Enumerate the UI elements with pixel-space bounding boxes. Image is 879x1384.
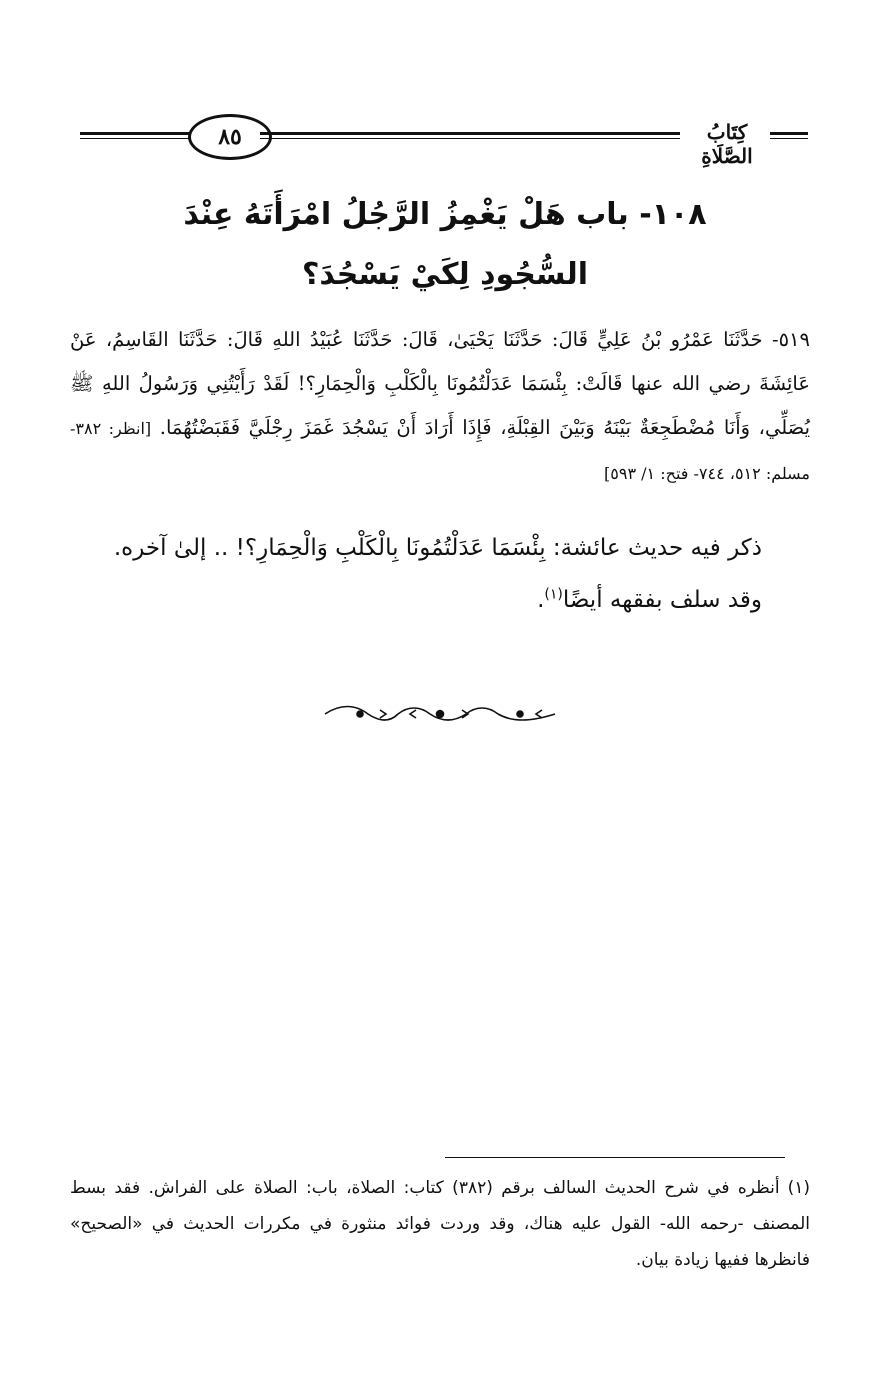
header-rule-right bbox=[770, 132, 808, 139]
running-title: كِتَابُ الصَّلَاةِ bbox=[701, 120, 753, 168]
section-ornament bbox=[320, 700, 560, 728]
chapter-heading bbox=[110, 185, 780, 305]
commentary-paragraph-1: ذكر فيه حديث عائشة: بِئْسَمَا عَدَلْتُمُونَا بِالْكَلْبِ وَالْحِمَارِ؟! .. إلىٰ آخره. bbox=[113, 535, 762, 561]
running-header bbox=[70, 112, 810, 168]
hadith-body: ٥١٩- حَدَّثَنَا عَمْرُو بْنُ عَلِيٍّ قَالَ: حَدَّثَنَا يَحْيَىٰ، قَالَ: حَدَّثَنَا عُبَيْدُ اللهِ قَالَ: حَدَّثَنَا القَاسِمُ، عَنْ عَائِشَةَ رضي الله عنها قَالَتْ: بِئْسَمَا عَدَلْتُمُونَا بِالْكَلْبِ وَالْحِمَارِ؟! لَقَدْ رَأَيْتُنِي وَرَسُولُ اللهِ ﷺ يُصَلِّي، وَأَنَا مُضْطَجِعَةٌ بَيْنَهُ وَبَيْنَ القِبْلَةِ، فَإِذَا أَرَادَ أَنْ يَسْجُدَ غَمَزَ رِجْلَيَّ فَقَبَضْتُهُمَا. bbox=[70, 328, 811, 439]
page-number-text: ٨٥ bbox=[218, 124, 242, 150]
footnote-divider bbox=[445, 1157, 785, 1158]
footnote-marker: (١) bbox=[544, 586, 563, 603]
chapter-heading-line-1: ١٠٨- باب هَلْ يَغْمِزُ الرَّجُلُ امْرَأَتَهُ عِنْدَ bbox=[183, 197, 707, 232]
footnote-text: أنظره في شرح الحديث السالف برقم (٣٨٢) كتاب: الصلاة، باب: الصلاة على الفراش. فقد بسط المصنف -رحمه الله- القول عليه هناك، وقد وردت فوائد منثورة في مكررات الحديث في «الصحيح» فانظرها ففيها زيادة بيان. bbox=[70, 1178, 810, 1270]
commentary-paragraph-2-end: . bbox=[537, 587, 545, 613]
commentary bbox=[70, 522, 810, 626]
footnote bbox=[70, 1170, 810, 1278]
chapter-heading-line-2: السُّجُودِ لِكَيْ يَسْجُدَ؟ bbox=[302, 257, 588, 292]
header-rule-middle bbox=[260, 132, 680, 139]
hadith-reference: [انظر: ٣٨٢- مسلم: ٥١٢، ٧٤٤- فتح: ١/ ٥٩٣] bbox=[70, 419, 810, 483]
commentary-paragraph-2 bbox=[70, 574, 810, 626]
header-rule-left bbox=[80, 132, 190, 139]
hadith-text bbox=[70, 318, 810, 496]
footnote-number: (١) bbox=[787, 1178, 811, 1198]
commentary-paragraph-2-text: وقد سلف بفقهه أيضًا bbox=[562, 587, 762, 613]
